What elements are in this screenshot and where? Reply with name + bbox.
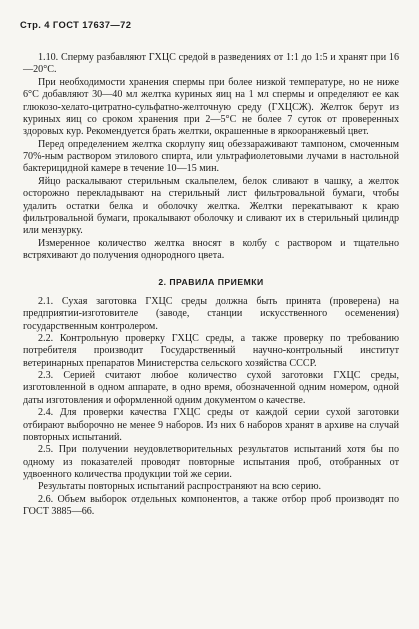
page-header: Стр. 4 ГОСТ 17637—72 — [20, 19, 132, 30]
document-body — [23, 52, 399, 519]
paragraph-1-10: 1.10. Сперму разбавляют ГХЦС средой в разведениях от 1:1 до 1:5 и хранят при 16—20°С. — [23, 52, 399, 76]
paragraph-2-2: 2.2. Контрольную проверку ГХЦС среды, а также проверку по требованию потребителя производит Государственный научно-контрольный институт ветеринарных препаратов Министерства сельского хозяйства СССР. — [23, 332, 399, 369]
paragraph-2-4: 2.4. Для проверки качества ГХЦС среды от каждой серии сухой заготовки отбирают выборочно не менее 9 наборов. Из них 6 наборов хранят в архиве на случай повторных испытаний. — [23, 407, 399, 443]
paragraph-storage-low-temp: При необходимости хранения спермы при более низкой температуре, но не ниже 6°С добавляют 30—40 мл желтка куриных яиц на 1 мл спермы и определяют ее как глюкозо-хелато-цитратно-сульфатно-желточную среду (ГХЦСЖ). Желток берут из куриных яиц со сроком хранения при 2—5°С не более 7 суток от проверенных здоровых кур. Рекомендуется брать желтки, окрашенные в яркооранжевый цвет. — [23, 76, 399, 138]
paragraph-2-6: 2.6. Объем выборок отдельных компонентов, а также отбор проб производят по ГОСТ 3885—66. — [23, 493, 399, 518]
paragraph-yolk-separation: Яйцо раскалывают стерильным скальпелем, белок сливают в чашку, а желток осторожно перекладывают на стерильный лист фильтровальной бумаги, чтобы удалить остатки белка и оболочку желтка. Желтки перекатывают к краю фильтровальной бумаги, прокалывают оболочку и сливают их в стерильный цилиндр или мензурку. — [23, 175, 399, 237]
paragraph-2-5: 2.5. При получении неудовлетворительных результатов испытаний хотя бы по одному из показателей проводят повторные испытания проб, отобранных от удвоенного количества продукции той же серии. — [23, 444, 399, 480]
paragraph-shell-disinfection: Перед определением желтка скорлупу яиц обеззараживают тампоном, смоченным 70%-ным раствором этилового спирта, или ультрафиолетовыми лучами в настольной бактерицидной камере в течение 10—15 мин. — [23, 138, 399, 175]
paragraph-repeat-results: Результаты повторных испытаний распространяют на всю серию. — [38, 481, 322, 493]
paragraph-yolk-measure: Измеренное количество желтка вносят в колбу с раствором и тщательно встряхивают до получения однородного цвета. — [23, 237, 399, 261]
section-heading-acceptance: 2. ПРАВИЛА ПРИЕМКИ — [158, 277, 264, 288]
paragraph-2-1: 2.1. Сухая заготовка ГХЦС среды должна быть принята (проверена) на предприятии-изготовителе (заводе, станции искусственного осеменения) государственным контролером. — [23, 295, 399, 332]
paragraph-2-3: 2.3. Серией считают любое количество сухой заготовки ГХЦС среды, изготовленной в одном аппарате, в одно время, обозначенной одним номером, одной даты изготовления и оформленной одним документом о качестве. — [23, 370, 399, 406]
